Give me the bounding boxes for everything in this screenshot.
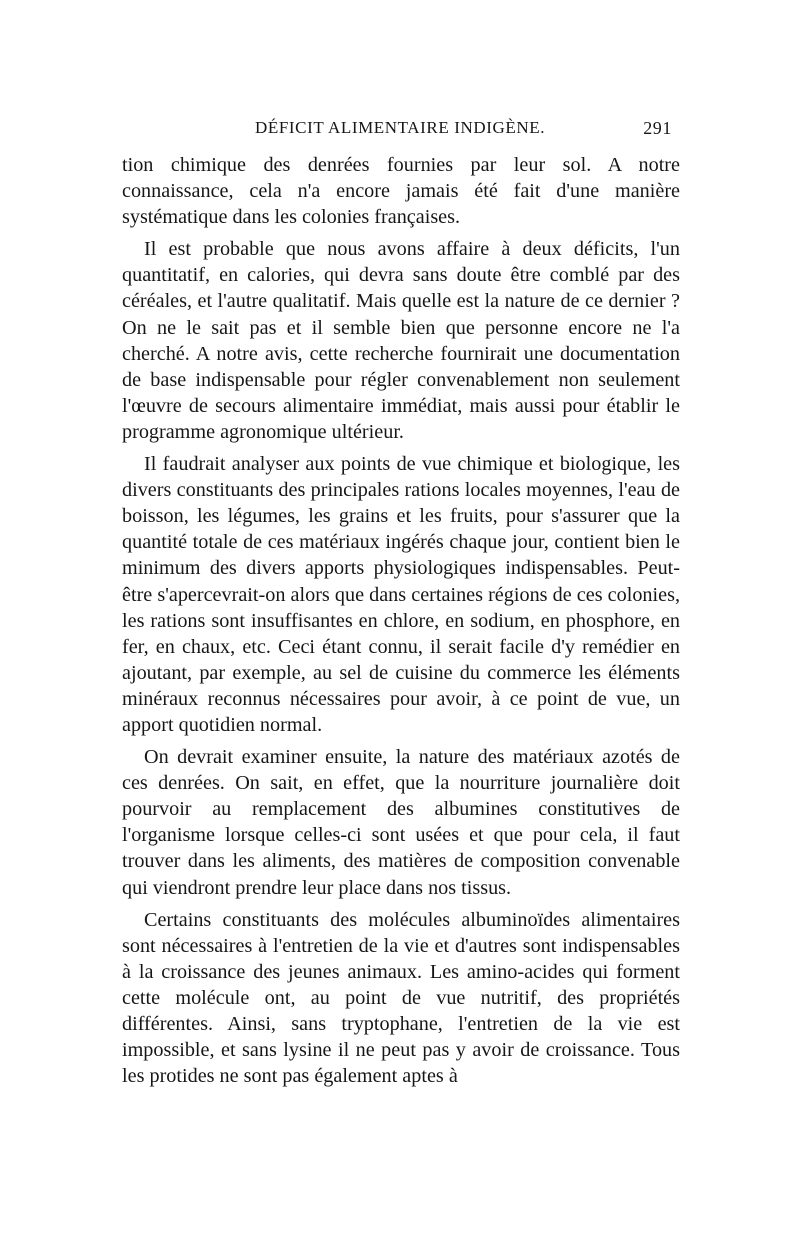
paragraph-analysis: Il faudrait analyser aux points de vue chimique et biologique, les divers constituants des principales rations locales moyennes, l'eau de boisson, les légumes, les grains et les fruits, pour s'assurer que la quantité totale de ces matériaux ingérés chaque jour, contient bien le minimum des divers apports physiologiques indispensables. Peut-être s'apercevrait-on alors que dans certaines régions de ces colonies, les rations sont insuffisantes en chlore, en sodium, en phosphore, en fer, en chaux, etc. Ceci étant connu, il serait facile d'y remédier en ajoutant, par exemple, au sel de cuisine du commerce les éléments minéraux reconnus nécessaires pour avoir, à ce point de vue, un apport quotidien normal.: [122, 453, 680, 736]
body-text: [122, 152, 680, 1089]
paragraph-nitrogen-materials: On devrait examiner ensuite, la nature des matériaux azotés de ces denrées. On sait, en effet, que la nourriture journalière doit pourvoir au remplacement des albumines constitutives de l'organisme lorsque celles-ci sont usées et que pour cela, il faut trouver dans les aliments, des matières de composition convenable qui viendront prendre leur place dans nos tissus.: [122, 746, 680, 899]
paragraph-amino-acids: Certains constituants des molécules albuminoïdes alimentaires sont nécessaires à l'entretien de la vie et d'autres sont indispensables à la croissance des jeunes animaux. Les amino-acides qui forment cette molécule ont, au point de vue nutritif, des propriétés différentes. Ainsi, sans tryptophane, l'entretien de la vie est impossible, et sans lysine il ne peut pas y avoir de croissance. Tous les protides ne sont pas également aptes à: [122, 908, 680, 1088]
running-head: [120, 118, 680, 144]
running-title: DÉFICIT ALIMENTAIRE INDIGÈNE.: [255, 118, 546, 137]
paragraph-two-deficits: Il est probable que nous avons affaire à deux déficits, l'un quantitatif, en calories, qui devra sans doute être comblé par des céréales, et l'autre qualitatif. Mais quelle est la nature de ce dernier ? On ne le sait pas et il semble bien que personne encore ne l'a cherché. A notre avis, cette recherche fournirait une documentation de base indispensable pour régler convenablement non seulement l'œuvre de secours alimentaire immédiat, mais aussi pour établir le programme agronomique ultérieur.: [122, 238, 680, 443]
page-number: 291: [643, 118, 672, 138]
paragraph-continued: tion chimique des denrées fournies par leur sol. A notre connaissance, cela n'a encore jamais été fait d'une manière systématique dans les colonies françaises.: [122, 154, 680, 229]
